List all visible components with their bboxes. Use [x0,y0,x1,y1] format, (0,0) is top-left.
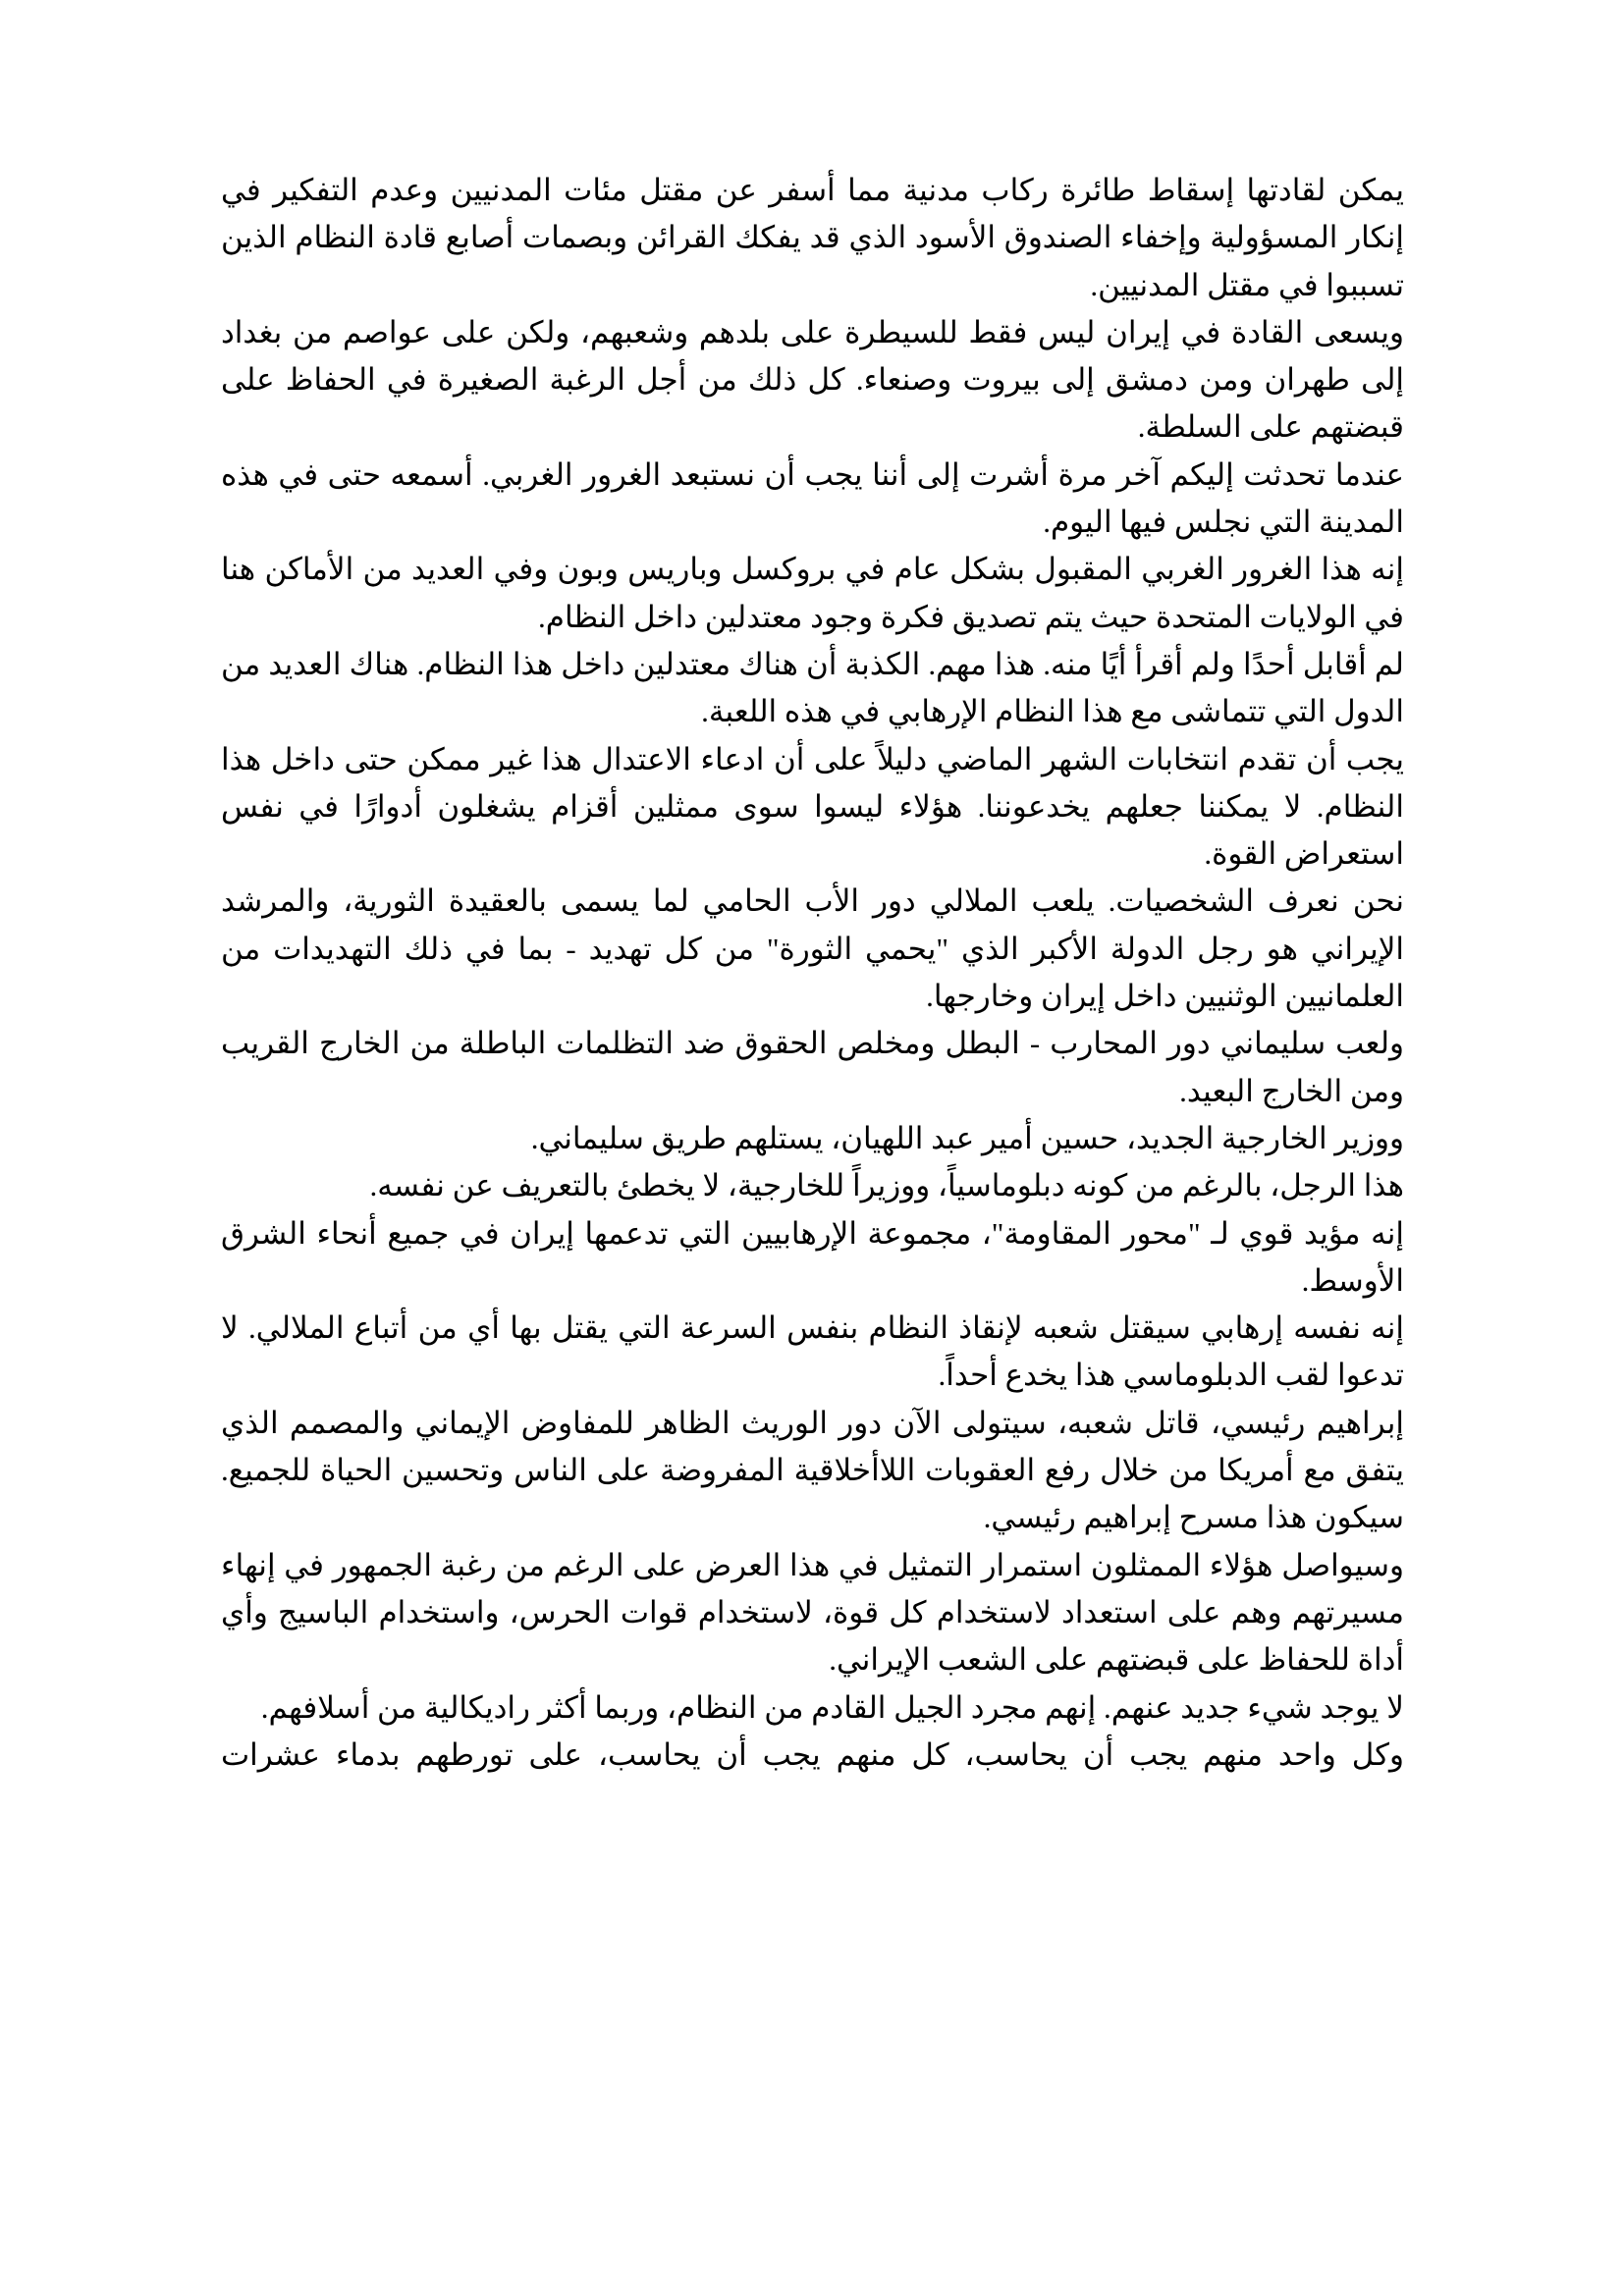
paragraph-10: هذا الرجل، بالرغم من كونه دبلوماسياً، ووزيراً للخارجية، لا يخطئ بالتعريف عن نفسه. [369,1168,1404,1203]
paragraph-7: نحن نعرف الشخصيات. يلعب الملالي دور الأب الحامي لما يسمى بالعقيدة الثورية، والمرشد الإيراني هو رجل الدولة الأكبر الذي "يحمي الثورة" من كل تهديد - بما في ذلك التهديدات من العلمانيين الوثنيين داخل إيران وخارجها. [221,883,1404,1014]
article-body [221,167,1404,1779]
paragraph-13: إبراهيم رئيسي، قاتل شعبه، سيتولى الآن دور الوريث الظاهر للمفاوض الإيماني والمصمم الذي يتفق مع أمريكا من خلال رفع العقوبات اللاأخلاقية المفروضة على الناس وتحسين الحياة للجميع. سيكون هذا مسرح إبراهيم رئيسي. [221,1405,1404,1535]
paragraph-5: لم أقابل أحدًا ولم أقرأ أيًا منه. هذا مهم. الكذبة أن هناك معتدلين داخل هذا النظام. هناك العديد من الدول التي تتماشى مع هذا النظام الإرهابي في هذه اللعبة. [221,646,1404,729]
paragraph-2: ويسعى القادة في إيران ليس فقط للسيطرة على بلدهم وشعبهم، ولكن على عواصم من بغداد إلى طهران ومن دمشق إلى بيروت وصنعاء. كل ذلك من أجل الرغبة الصغيرة في الحفاظ على قبضتهم على السلطة. [221,314,1404,445]
paragraph-1: يمكن لقادتها إسقاط طائرة ركاب مدنية مما أسفر عن مقتل مئات المدنيين وعدم التفكير في إنكار المسؤولية وإخفاء الصندوق الأسود الذي قد يفكك القرائن وبصمات أصابع قادة النظام الذين تسببوا في مقتل المدنيين. [221,173,1404,302]
paragraph-8: ولعب سليماني دور المحارب - البطل ومخلص الحقوق ضد التظلمات الباطلة من الخارج القريب ومن الخارج البعيد. [221,1026,1404,1108]
paragraph-12: إنه نفسه إرهابي سيقتل شعبه لإنقاذ النظام بنفس السرعة التي يقتل بها أي من أتباع الملالي. لا تدعوا لقب الدبلوماسي هذا يخدع أحداً. [221,1310,1404,1393]
paragraph-6: يجب أن تقدم انتخابات الشهر الماضي دليلاً على أن ادعاء الاعتدال هذا غير ممكن حتى داخل هذا النظام. لا يمكننا جعلهم يخدعوننا. هؤلاء ليسوا سوى ممثلين أقزام يشغلون أدوارًا في نفس استعراض القوة. [221,741,1404,872]
paragraph-9: ووزير الخارجية الجديد، حسين أمير عبد اللهيان، يستلهم طريق سليماني. [530,1120,1404,1155]
paragraph-3: عندما تحدثت إليكم آخر مرة أشرت إلى أننا يجب أن نستبعد الغرور الغربي. أسمعه حتى في هذه المدينة التي نجلس فيها اليوم. [221,456,1404,540]
paragraph-14: وسيواصل هؤلاء الممثلون استمرار التمثيل في هذا العرض على الرغم من رغبة الجمهور في إنهاء مسيرتهم وهم على استعداد لاستخدام كل قوة، لاستخدام قوات الحرس، واستخدام الباسيج وأي أداة للحفاظ على قبضتهم على الشعب الإيراني. [221,1547,1404,1678]
paragraph-16: وكل واحد منهم يجب أن يحاسب، كل منهم يجب أن يحاسب، على تورطهم بدماء عشرات [221,1736,1404,1772]
paragraph-4: إنه هذا الغرور الغربي المقبول بشكل عام في بروكسل وباريس وبون وفي العديد من الأماكن هنا في الولايات المتحدة حيث يتم تصديق فكرة وجود معتدلين داخل النظام. [221,552,1404,634]
paragraph-11: إنه مؤيد قوي لـ "محور المقاومة"، مجموعة الإرهابيين التي تدعمها إيران في جميع أنحاء الشرق الأوسط. [221,1215,1404,1298]
paragraph-15: لا يوجد شيء جديد عنهم. إنهم مجرد الجيل القادم من النظام، وربما أكثر راديكالية من أسلافهم. [260,1689,1404,1725]
